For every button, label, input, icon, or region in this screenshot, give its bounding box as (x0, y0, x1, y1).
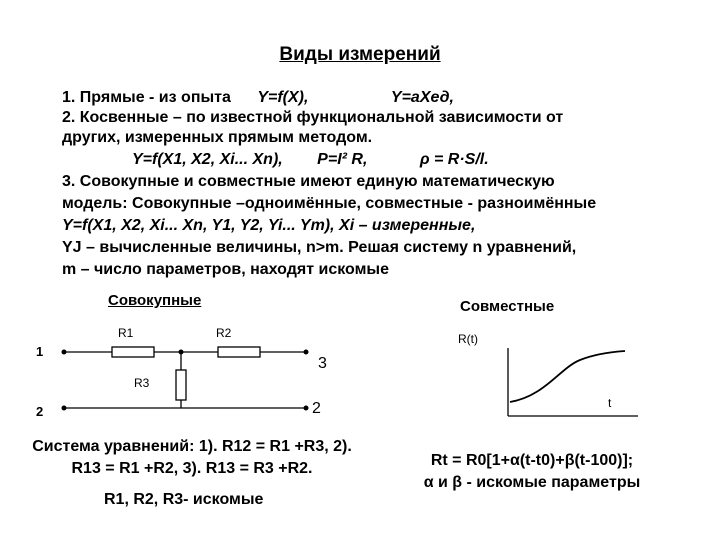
cumulative-heading: Совокупные (108, 292, 202, 309)
item-cumulative: 3. Совокупные и совместные имеют единую математическую (62, 173, 555, 190)
item-model-formula: Y=f(X1, X2, Xi... Xn, Y1, Y2, Yi... Ym), Xi – измеренные, (62, 217, 476, 234)
item-model-params: m – число параметров, находят искомые (62, 261, 389, 278)
system-of-equations (4, 436, 380, 480)
joint-heading: Совместные (460, 298, 555, 315)
slide-title: Виды измерений (279, 44, 441, 65)
item-indirect-cont: других, измеренных прямым методом. (62, 129, 373, 146)
item-direct (62, 88, 454, 108)
label-r3: R3 (134, 376, 150, 390)
formula-power: P=I² R, (317, 151, 368, 168)
item-direct-text: 1. Прямые - из опыта (62, 89, 231, 106)
label-r2: R2 (216, 326, 232, 340)
node-1: 1 (36, 344, 44, 359)
node-3: 3 (318, 355, 327, 372)
label-r1: R1 (118, 326, 134, 340)
equations-line-1: Система уравнений: 1). R12 = R1 +R3, 2). (32, 438, 352, 455)
rt-graph (470, 330, 650, 430)
rt-formula-block (392, 450, 672, 494)
resistor-r2 (218, 347, 260, 357)
node-2b: 2 (312, 400, 321, 417)
formula-indirect: Y=f(X1, X2, Xi... Xn), (132, 151, 283, 168)
item-indirect-formulas (132, 150, 489, 170)
graph-x-label: t (608, 396, 612, 410)
equations-line-2: R13 = R1 +R2, 3). R13 = R3 +R2. (71, 460, 313, 477)
item-model-computed: YJ – вычисленные величины, n>m. Решая систему n уравнений, (62, 239, 577, 256)
formula-direct: Y=f(X), (257, 89, 309, 106)
unknowns-line: R1, R2, R3- искомые (104, 491, 264, 508)
rt-params: α и β - искомые параметры (423, 474, 641, 491)
formula-resistivity: ρ = R·S/l. (419, 151, 489, 168)
node-2: 2 (36, 404, 44, 419)
item-cumulative-model: модель: Совокупные –одноимённые, совместные - разноимённые (62, 195, 597, 212)
resistor-r3 (176, 370, 186, 400)
resistor-r1 (112, 347, 154, 357)
rt-curve (510, 351, 625, 402)
graph-y-label: R(t) (458, 332, 478, 346)
formula-direct-linear: Y=aXед, (390, 89, 454, 106)
rt-formula: Rt = R0[1+α(t-t0)+β(t-100)]; (430, 452, 634, 469)
item-indirect: 2. Косвенные – по известной функциональной зависимости от (62, 109, 564, 126)
circuit-diagram (28, 318, 348, 428)
